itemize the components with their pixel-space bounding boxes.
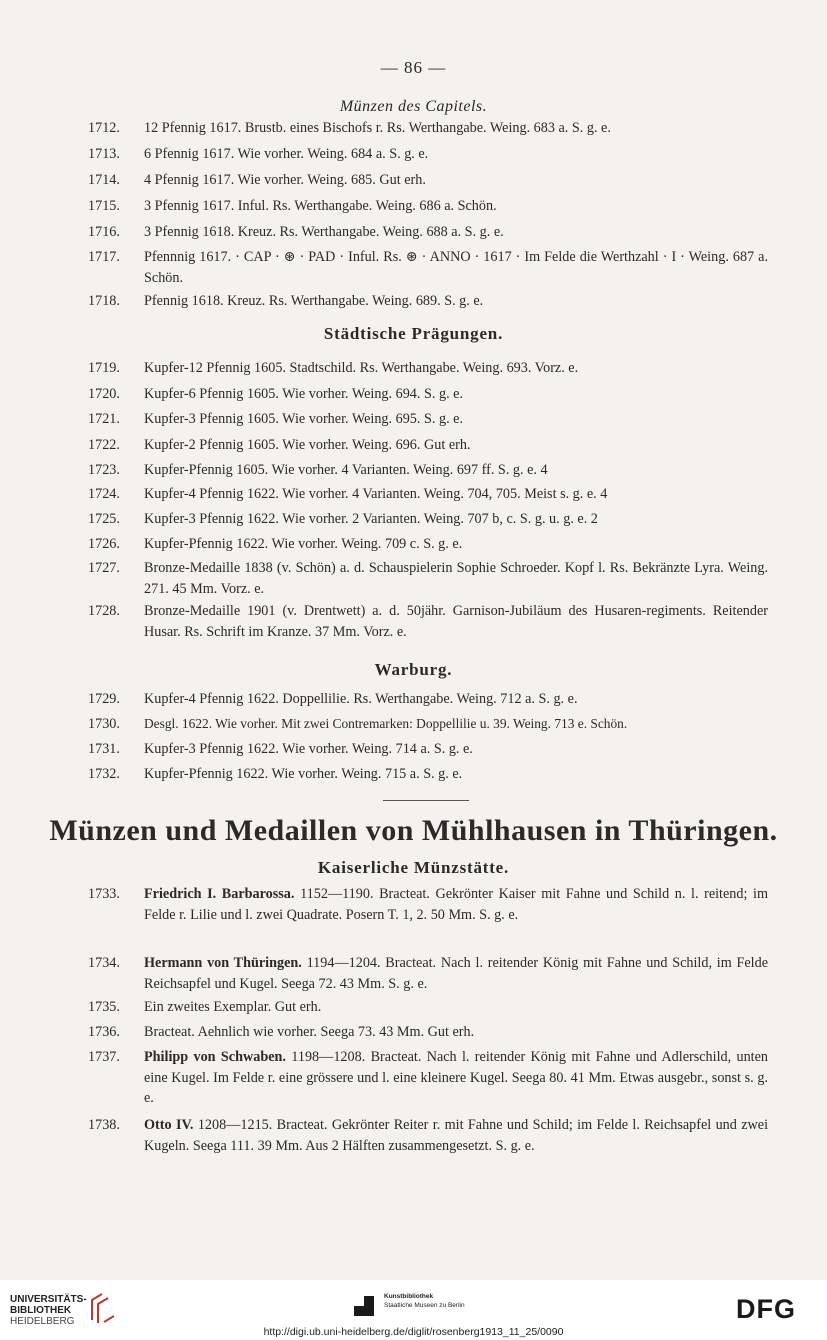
footer-bar (0, 1280, 827, 1340)
list-item (88, 764, 768, 785)
entry-number: 1737. (88, 1049, 120, 1065)
entry-number: 1725. (88, 511, 120, 527)
entry-text: Bracteat. Aehnlich wie vorher. Seega 73. 43 Mm. Gut erh. (144, 1024, 475, 1040)
entry-number: 1728. (88, 603, 120, 619)
kb-line2: Staatliche Museen zu Berlin (384, 1302, 465, 1309)
entry-text: 12 Pfennig 1617. Brustb. eines Bischofs r. Rs. Werthangabe. Weing. 683 a. S. g. e. (144, 120, 611, 136)
entry-number: 1733. (88, 886, 120, 902)
list-item (88, 1115, 768, 1156)
divider (383, 800, 469, 801)
section-title-kaiserliche: Kaiserliche Münzstätte. (317, 858, 510, 877)
entry-text: 1208—1215. Bracteat. Gekrönter Reiter r. mit Fahne und Schild; im Felde l. Reichsapfel und zwei Kugeln. Seega 111. 39 Mm. Aus 2 Hälften zusammengesetzt. S. g. e. (144, 1117, 769, 1154)
entry-number: 1722. (88, 437, 120, 453)
entry-number: 1723. (88, 462, 120, 478)
section-title-staedtische: Städtische Prägungen. (323, 324, 504, 343)
entry-text: Bronze-Medaille 1838 (v. Schön) a. d. Schauspielerin Sophie Schroeder. Kopf l. Rs. Bekränzte Lyra. Weing. 271. 45 Mm. Vorz. e. (144, 560, 768, 597)
entry-text: 6 Pfennig 1617. Wie vorher. Weing. 684 a. S. g. e. (144, 146, 429, 162)
list-item (88, 739, 768, 760)
heidelberg-emblem-icon (88, 1290, 118, 1326)
entry-number: 1716. (88, 224, 120, 240)
entry-number: 1738. (88, 1117, 120, 1133)
entry-number: 1712. (88, 120, 120, 136)
section-title-capitels: Münzen des Capitels. (339, 98, 488, 115)
list-item (88, 118, 768, 139)
entry-number: 1719. (88, 360, 120, 376)
entry-text: 4 Pfennig 1617. Wie vorher. Weing. 685. Gut erh. (144, 172, 426, 188)
entry-name: Friedrich I. Barbarossa. (144, 886, 295, 902)
entry-number: 1735. (88, 999, 120, 1015)
list-item (88, 1022, 768, 1043)
kb-line1: Kunstbibliothek (384, 1293, 434, 1300)
list-item (88, 144, 768, 165)
permalink-url[interactable]: http://digi.ub.uni-heidelberg.de/diglit/rosenberg1913_11_25/0090 (263, 1326, 564, 1338)
list-item (88, 409, 768, 430)
kunstbibliothek-logo-icon (352, 1294, 376, 1318)
entry-number: 1724. (88, 486, 120, 502)
entry-text: 1198—1208. Bracteat. Nach l. reitender König mit Fahne und Adlerschild, unten eine Kugel. Im Felde r. eine grössere und l. eine kleinere Kugel. Seega 80. 41 Mm. Etwas ausgebr., sonst s. g. e. (144, 1049, 769, 1106)
list-item (88, 484, 768, 505)
entry-text: Kupfer-Pfennig 1605. Wie vorher. 4 Varianten. Weing. 697 ff. S. g. e. 4 (144, 462, 548, 478)
entry-text: Kupfer-2 Pfennig 1605. Wie vorher. Weing. 696. Gut erh. (144, 437, 471, 453)
entry-number: 1731. (88, 741, 120, 757)
list-item (88, 222, 768, 243)
list-item (88, 196, 768, 217)
entry-text: Kupfer-4 Pfennig 1622. Wie vorher. 4 Varianten. Weing. 704, 705. Meist s. g. e. 4 (144, 486, 608, 502)
entry-text: 3 Pfennig 1617. Inful. Rs. Werthangabe. Weing. 686 a. Schön. (144, 198, 497, 214)
entry-text: Pfennnig 1617. · CAP · ⊛ · PAD · Inful. Rs. ⊛ · ANNO · 1617 · Im Felde die Werthzahl · I · Weing. 687 a. Schön. (144, 249, 768, 286)
university-library-logo[interactable] (10, 1294, 87, 1327)
entry-text: 1194—1204. Bracteat. Nach l. reitender König mit Fahne und Schild, im Felde Reichsapfel und Kugel. Seega 72. 43 Mm. S. g. e. (144, 955, 768, 992)
list-item (88, 534, 768, 555)
entry-text: Kupfer-3 Pfennig 1622. Wie vorher. 2 Varianten. Weing. 707 b, c. S. g. u. g. e. 2 (144, 511, 598, 527)
entry-number: 1729. (88, 691, 120, 707)
entry-text: Kupfer-Pfennig 1622. Wie vorher. Weing. 715 a. S. g. e. (144, 766, 463, 782)
section-title-warburg: Warburg. (374, 660, 453, 679)
entry-name: Otto IV. (144, 1117, 194, 1133)
entry-text: 1152—1190. Bracteat. Gekrönter Kaiser mit Fahne und Schild n. l. reitend; im Felde r. Lilie und l. zwei Quadrate. Posern T. 1, 2. 50 Mm. S. g. e. (144, 886, 769, 923)
entry-text: Pfennig 1618. Kreuz. Rs. Werthangabe. Weing. 689. S. g. e. (144, 293, 484, 309)
entry-number: 1734. (88, 955, 120, 971)
entry-number: 1732. (88, 766, 120, 782)
entry-text: Ein zweites Exemplar. Gut erh. (144, 999, 322, 1015)
dfg-logo[interactable]: DFG (736, 1294, 796, 1324)
list-item (88, 558, 768, 599)
entry-text: Bronze-Medaille 1901 (v. Drentwett) a. d. 50jähr. Garnison-Jubiläum des Husaren-regiments. Reitender Husar. Rs. Schrift im Kranze. 37 Mm. Vorz. e. (144, 603, 768, 640)
list-item (88, 460, 768, 481)
list-item (88, 714, 768, 735)
entry-text: Kupfer-12 Pfennig 1605. Stadtschild. Rs. Werthangabe. Weing. 693. Vorz. e. (144, 360, 579, 376)
list-item (88, 384, 768, 405)
list-item (88, 953, 768, 994)
entry-number: 1718. (88, 293, 120, 309)
page-number: — 86 — (380, 58, 447, 77)
entry-number: 1713. (88, 146, 120, 162)
entry-text: Kupfer-6 Pfennig 1605. Wie vorher. Weing. 694. S. g. e. (144, 386, 464, 402)
entry-text: Kupfer-3 Pfennig 1605. Wie vorher. Weing. 695. S. g. e. (144, 411, 464, 427)
entry-number: 1715. (88, 198, 120, 214)
kunstbibliothek-text (384, 1292, 465, 1310)
entry-number: 1727. (88, 560, 120, 576)
entry-text: Kupfer-4 Pfennig 1622. Doppellilie. Rs. Werthangabe. Weing. 712 a. S. g. e. (144, 691, 578, 707)
entry-number: 1714. (88, 172, 120, 188)
entry-number: 1730. (88, 716, 120, 732)
list-item (88, 1047, 768, 1109)
entry-number: 1726. (88, 536, 120, 552)
list-item (88, 247, 768, 288)
main-heading: Münzen und Medaillen von Mühlhausen in Thüringen. (49, 814, 778, 847)
uni-logo-line2: BIBLIOTHEK (10, 1305, 72, 1316)
list-item (88, 291, 768, 312)
list-item (88, 884, 768, 925)
entry-name: Hermann von Thüringen. (144, 955, 302, 971)
entry-number: 1717. (88, 249, 120, 265)
uni-logo-line3: HEIDELBERG (10, 1316, 75, 1327)
entry-text: 3 Pfennig 1618. Kreuz. Rs. Werthangabe. Weing. 688 a. S. g. e. (144, 224, 504, 240)
entry-text: Kupfer-3 Pfennig 1622. Wie vorher. Weing. 714 a. S. g. e. (144, 741, 473, 757)
entry-text: Desgl. 1622. Wie vorher. Mit zwei Contremarken: Doppellilie u. 39. Weing. 713 e. Schön. (144, 716, 628, 731)
list-item (88, 509, 768, 530)
list-item (88, 170, 768, 191)
entry-number: 1720. (88, 386, 120, 402)
list-item (88, 435, 768, 456)
uni-logo-line1: UNIVERSITÄTS- (10, 1294, 87, 1305)
list-item (88, 997, 768, 1018)
list-item (88, 601, 768, 642)
entry-number: 1721. (88, 411, 120, 427)
entry-number: 1736. (88, 1024, 120, 1040)
list-item (88, 358, 768, 379)
list-item (88, 689, 768, 710)
entry-name: Philipp von Schwaben. (144, 1049, 286, 1065)
entry-text: Kupfer-Pfennig 1622. Wie vorher. Weing. 709 c. S. g. e. (144, 536, 463, 552)
